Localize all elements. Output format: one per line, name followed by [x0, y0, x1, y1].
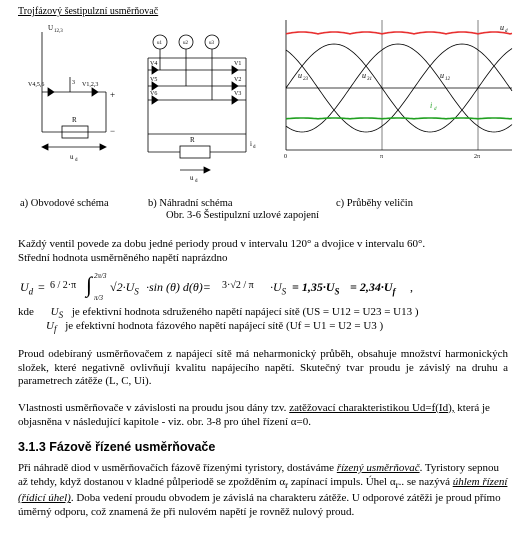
label-load-b: R	[190, 136, 195, 144]
valve-v5: V5	[150, 77, 158, 83]
label-ud-graph: u	[500, 23, 504, 32]
label-ud-b: u	[190, 174, 194, 182]
caption-b: b) Náhradní schéma	[148, 198, 233, 209]
label-load: R	[72, 116, 77, 124]
formula-int-bot: π/3	[94, 294, 103, 302]
label-u31: u	[362, 71, 366, 80]
section-heading-313: 3.1.3 Fázově řízené usměrňovače	[18, 440, 216, 454]
term-control-angle: úhlem řízení (řídicí úhel)	[18, 475, 508, 505]
label-left-valves: V4,5,6	[28, 82, 45, 88]
paragraph-1-line-2: Střední hodnota usměrněného napětí naprázdno	[18, 251, 228, 264]
tick-0: 0	[284, 154, 287, 160]
formula-result-2: = $2,34\cdot U_f$	[350, 280, 396, 297]
valve-v2: V2	[234, 77, 242, 83]
def2-tail: f = U1 = U2 = U3 )	[297, 320, 384, 332]
label-3: 3	[72, 80, 75, 86]
def1-symbol: $U_S$	[50, 306, 64, 321]
formula-int-top: 2π/3	[94, 272, 107, 280]
schematic-b	[128, 22, 278, 182]
label-u: U	[48, 24, 54, 32]
figure-caption: Obr. 3-6 Šestipulzní uzlové zapojení	[166, 210, 320, 221]
phase-u3: u3	[209, 41, 214, 46]
valve-v6: V6	[150, 91, 158, 97]
label-ud: u	[70, 153, 74, 161]
caption-a: a) Obvodové schéma	[20, 198, 109, 209]
phase-u1: u1	[157, 41, 162, 46]
paragraph-3: Vlastnosti usměrňovače v závislosti na proudu jsou dány tzv. zatěžovací charakteristikou Ud=f(Id), která je objasněna v následující kapitole - viz. obr. 3-8 pro úhel řízení α=0.	[18, 402, 490, 428]
paragraph-2: Proud odebíraný usměrňovačem z napájecí sítě má neharmonický průběh, obsahuje množství harmonických složek, které negativně ovlivňují kvalitu napájecího napětí. Skutečný tvar proudu je závislý na druhu a parametrech zátěže (L, C, Ui).	[18, 348, 508, 388]
formula	[18, 270, 508, 304]
integral-sign: ∫	[86, 272, 93, 297]
id-waveform	[286, 118, 512, 119]
paragraph-4: Při náhradě diod v usměrňovačích fázově řízenými tyristory, dostáváme řízený usměrňovač. Tyristory sepnou až tehdy, když dostanou v kladné půlperiodě se zpožděním $\alpha_r$ zapínací impuls. Úhel $\alpha_r$.. se nazývá úhlem řízení (řídicí úhel). Doba vedení proudu obvodem je závislá na charakteru zátěže. U odporové zátěži je proud přímo úměrný odporu, což znamená že při nulovém napětí je rovněž nulový proud.	[18, 462, 508, 518]
label-u23-sub: 23	[303, 77, 308, 82]
label-id-b-sub: d	[253, 145, 256, 150]
formula-frac2: 3·√2 / π	[222, 280, 254, 291]
schematic-a	[14, 22, 126, 164]
tick-pi: π	[380, 154, 384, 160]
phase-u2: u2	[183, 41, 188, 46]
def1-text: je efektivní hodnota sdruženého napětí napájecí sítě (U	[71, 306, 315, 318]
link-load-characteristic[interactable]: zatěžovací charakteristikou Ud=f(Id),	[289, 402, 455, 414]
formula-result-1: = $1,35\cdot U_S$	[292, 280, 340, 297]
paragraph-1-line-1: Každý ventil povede za dobu jedné periody proud v intervalu 120° a dvojice v intervalu 60°.	[18, 238, 426, 250]
formula-rhs: $\cdot U_S$	[270, 280, 287, 297]
valve-v4: V4	[150, 61, 158, 67]
def2-text: je efektivní hodnota fázového napětí napájecí sítě (U	[65, 320, 298, 332]
caption-c: c) Průběhy veličin	[336, 198, 413, 209]
kde-label: kde	[18, 306, 34, 318]
valve-v1: V1	[234, 61, 242, 67]
label-u23: u	[298, 71, 302, 80]
label-id-b: i	[250, 140, 252, 148]
formula-body: $√2\cdot U_S$	[110, 280, 139, 297]
label-u-sub: 12,3	[54, 29, 63, 34]
section-title: Trojfázový šestipulzní usměrňovač	[18, 6, 159, 17]
label-ud-graph-sub: d	[505, 29, 508, 34]
def1-tail: S = U12 = U23 = U13 )	[314, 306, 419, 318]
label-minus: −	[110, 126, 116, 136]
label-right-valves: V1,2,3	[82, 82, 99, 88]
label-u12: u	[440, 71, 444, 80]
term-controlled-rectifier: řízený usměrňovač	[336, 462, 420, 474]
definition-uf	[46, 320, 383, 337]
formula-frac: 6 / 2·π	[50, 280, 77, 291]
label-plus: +	[110, 90, 116, 100]
formula-eq: =	[38, 280, 45, 294]
formula-sin: ·sin (θ) d(θ)=	[146, 280, 211, 294]
paragraph-1	[18, 238, 508, 265]
tick-2pi: 2π	[474, 154, 481, 160]
label-id-sub: d	[434, 107, 437, 112]
formula-lhs: $U_d$	[20, 280, 34, 297]
label-u31-sub: 31	[367, 77, 372, 82]
label-ud-sub: d	[75, 158, 78, 163]
label-ud-b-sub: d	[195, 179, 198, 182]
label-id: i	[430, 101, 433, 110]
label-u12-sub: 12	[445, 77, 450, 82]
waveform-graph	[282, 12, 518, 162]
valve-v3: V3	[234, 91, 242, 97]
def2-symbol: $U_f$	[46, 320, 57, 335]
formula-comma: ,	[410, 280, 413, 294]
